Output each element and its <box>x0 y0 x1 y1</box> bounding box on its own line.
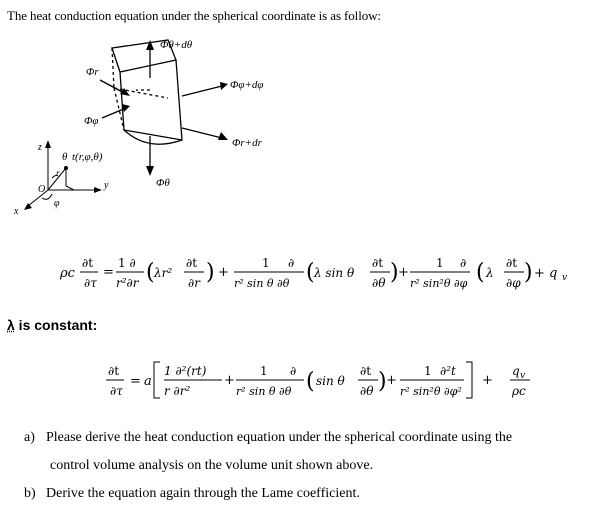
label-theta: θ <box>62 151 68 163</box>
label-axis-y: y <box>104 180 109 191</box>
eq2-a: a <box>144 374 152 389</box>
eq2-term1: 1 ∂²(rt) <box>164 364 207 378</box>
label-r: r <box>56 168 60 178</box>
label-point: t(r,φ,θ) <box>72 151 103 163</box>
eq2-term1-den: r ∂r² <box>164 384 191 398</box>
label-axis-x: x <box>14 206 19 217</box>
svg-text:): ) <box>524 260 533 285</box>
eq2-source-den: ρc <box>512 384 526 398</box>
svg-text:∂r: ∂r <box>188 276 200 290</box>
label-phi-r-dr: Φr+dr <box>232 137 262 149</box>
svg-text:): ) <box>378 369 387 394</box>
lambda-symbol: λ <box>7 317 15 333</box>
svg-text:∂θ: ∂θ <box>360 384 374 398</box>
question-b-letter: b) <box>24 486 36 501</box>
eq1-term2-coef: 1 <box>262 256 270 270</box>
eq1-term3-body: λ <box>486 266 494 280</box>
eq1-term3-coef: 1 <box>436 256 444 270</box>
eq1-term1-body: λr² <box>154 266 173 280</box>
eq2-term2-body: sin θ <box>316 374 345 388</box>
eq1-lhs-coef: ρc <box>60 266 75 281</box>
svg-text:∂t: ∂t <box>372 256 384 270</box>
question-a-letter: a) <box>24 430 35 445</box>
svg-text:∂t: ∂t <box>186 256 198 270</box>
question-a-line2: control volume analysis on the volume unit shown above. <box>50 458 374 473</box>
eq1-term2-body: λ sin θ <box>314 266 355 280</box>
eq2-source-sub: v <box>520 371 526 381</box>
eq1-term1-coef: 1 ∂ <box>118 256 136 270</box>
svg-text:∂t: ∂t <box>82 256 94 270</box>
intro-text: The heat conduction equation under the spherical coordinate is as follow: <box>7 8 381 23</box>
eq1-source-sub: v <box>562 273 568 283</box>
question-a <box>24 428 594 476</box>
label-phi-angle: φ <box>54 198 60 209</box>
heat-equation-general <box>0 244 602 302</box>
svg-text:=: = <box>103 265 114 280</box>
eq1-source: + q <box>534 266 558 281</box>
lambda-constant-text: is constant: <box>14 317 98 333</box>
svg-text:+: + <box>386 373 397 388</box>
svg-text:+: + <box>218 265 229 280</box>
svg-text:∂: ∂ <box>460 256 467 270</box>
eq2-term3-num: ∂²t <box>440 364 456 378</box>
label-phi-r: Φr <box>86 66 99 78</box>
svg-text:): ) <box>390 260 399 285</box>
svg-text:+: + <box>224 373 235 388</box>
svg-text:∂θ: ∂θ <box>372 276 386 290</box>
svg-text:∂t: ∂t <box>506 256 518 270</box>
lambda-constant-heading <box>7 317 97 333</box>
svg-text:(: ( <box>306 369 315 394</box>
svg-text:∂φ: ∂φ <box>506 276 521 290</box>
svg-text:∂τ: ∂τ <box>110 384 123 398</box>
label-origin: O <box>38 184 46 195</box>
label-axis-z: z <box>38 142 42 153</box>
svg-text:+: + <box>398 265 409 280</box>
label-phi-theta: Φθ <box>156 177 170 189</box>
svg-text:+: + <box>482 373 493 388</box>
svg-text:(: ( <box>146 260 155 285</box>
question-a-line1: Please derive the heat conduction equation under the spherical coordinate using the <box>46 430 513 445</box>
eq1-term3-den: r² sin²θ ∂φ <box>410 277 468 290</box>
question-b <box>24 484 594 504</box>
svg-text:(: ( <box>476 260 485 285</box>
eq1-term2-den: r² sin θ ∂θ <box>234 277 290 290</box>
label-phi-phi: Φφ <box>84 115 99 127</box>
label-phi-phi-dphi: Φφ+dφ <box>230 79 264 91</box>
svg-text:∂: ∂ <box>290 364 297 378</box>
eq1-term1-den: r²∂r <box>116 276 139 290</box>
svg-text:∂τ: ∂τ <box>84 276 97 290</box>
svg-text:∂t: ∂t <box>108 364 120 378</box>
eq2-term2-den: r² sin θ ∂θ <box>236 385 292 398</box>
svg-text:=: = <box>130 374 141 389</box>
eq2-term3-coef: 1 <box>424 364 432 378</box>
label-phi-theta-dtheta: Φθ+dθ <box>160 39 193 51</box>
spherical-control-volume-figure <box>0 28 300 238</box>
eq2-source-num: q <box>512 364 520 378</box>
question-b-line1: Derive the equation again through the Lame coefficient. <box>46 486 360 501</box>
svg-text:∂t: ∂t <box>360 364 372 378</box>
heat-equation-constant-lambda <box>0 352 602 412</box>
eq2-term3-den: r² sin²θ ∂φ² <box>400 385 462 398</box>
svg-text:(: ( <box>306 260 315 285</box>
eq2-term2-coef: 1 <box>260 364 268 378</box>
svg-text:): ) <box>206 260 215 285</box>
svg-text:∂: ∂ <box>288 256 295 270</box>
